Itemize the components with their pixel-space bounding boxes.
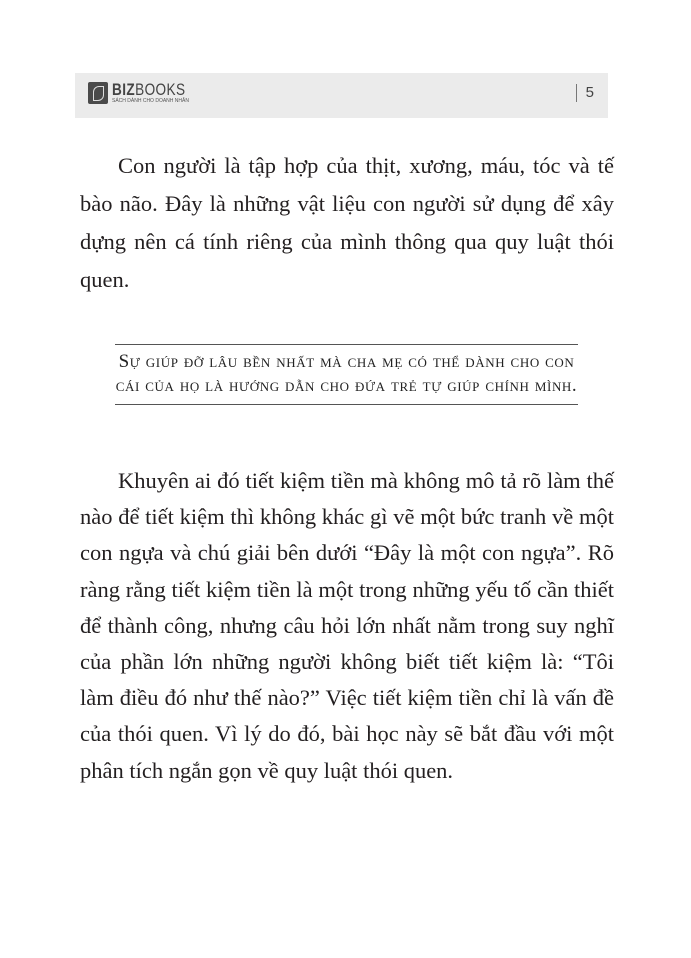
page-number: 5	[576, 84, 594, 102]
pull-quote: Sự giúp đỡ lâu bền nhất mà cha mẹ có thể dành cho con cái của họ là hướng dẫn cho đứa trẻ tự giúp chính mình.	[115, 344, 578, 405]
paragraph-1: Con người là tập hợp của thịt, xương, máu, tóc và tế bào não. Đây là những vật liệu con người sử dụng để xây dựng nên cá tính riêng của mình thông qua quy luật thói quen.	[80, 153, 614, 292]
logo-tagline: SÁCH DÀNH CHO DOANH NHÂN	[112, 98, 189, 104]
divider	[576, 84, 577, 102]
page-header	[75, 73, 608, 118]
paragraph-2: Khuyên ai đó tiết kiệm tiền mà không mô tả rõ làm thế nào để tiết kiệm thì không khác gì vẽ một bức tranh về một con ngựa và chú giải bên dưới “Đây là một con ngựa”. Rõ ràng rằng tiết kiệm tiền là một trong những yếu tố cần thiết để thành công, nhưng câu hỏi lớn nhất nằm trong suy nghĩ của phần lớn những người không biết tiết kiệm là: “Tôi làm điều đó như thế nào?” Việc tiết kiệm tiền chỉ là vấn đề của thói quen. Vì lý do đó, bài học này sẽ bắt đầu với một phân tích ngắn gọn về quy luật thói quen.	[80, 468, 614, 783]
logo-icon	[88, 82, 108, 104]
bizbooks-logo	[88, 81, 204, 104]
logo-brand: BIZBOOKS	[112, 80, 186, 99]
